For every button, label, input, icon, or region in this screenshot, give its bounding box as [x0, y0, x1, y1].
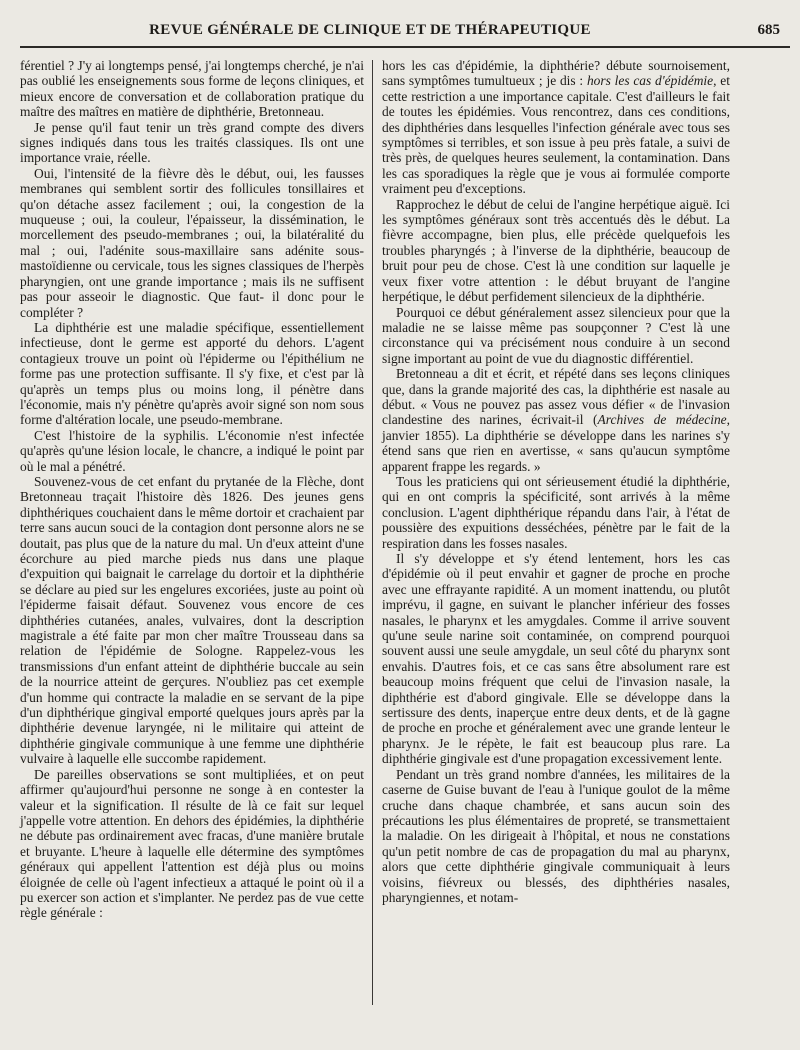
paragraph: Souvenez-vous de cet enfant du prytanée de la Flèche, dont Bretonneau traçait l'histoire dès 1826. Des jeunes gens diphthériques couchaient dans le même dortoir et crachaient par terre sans aucun souci de la contagion dont personne alors ne se doutait, pas plus que de la nature du mal. Un d'eux atteint d'une écorchure au pied marche pieds nus dans une plaque d'expuition qui baignait le carrelage du dortoir et la diphthérie se déclare au pied sur les engelures excoriées, juste au point où l'épiderme faisait défaut. Souvenez vous encore de ces diphthéries cutanées, anales, vulvaires, dont la description magistrale a été faite par mon cher maître Trousseau dans sa relation de l'épidémie de Sologne. Rappelez-vous les transmissions d'un enfant atteint de diphthérie buccale au sein de la nourrice atteint de gerçures. N'oubliez pas cet exemple d'un homme qui contracte la maladie en se servant de la pipe d'un diphthérique gingival emporté quelques jours après par la diphthérie devenue laryngée, ni le militaire qui atteint de diphthérie gingivale communique à une femme une diphthérie vulvaire à laquelle elle succombe rapidement. — [20, 473, 365, 767]
paragraph: La diphthérie est une maladie spécifique, essentiellement infectieuse, dont le germe est apporté du dehors. L'agent contagieux trouve un point où l'épiderme ou l'épithélium ne forme pas une protection suffisante. Il s'y fixe, et c'est par là qu'après un temps plus ou moins long, il pénètre dans l'économie, mais n'y pénètre qu'après avoir signé son nom sous forme d'altération locale, une pseudo-membrane. — [20, 319, 364, 428]
paragraph: Oui, l'intensité de la fièvre dès le début, oui, les fausses membranes qui semblent sortir des follicules tonsillaires et qu'on détache assez facilement ; oui, la congestion de la muqueuse ; oui, la couleur, l'épaisseur, la dissémination, le morcellement des pseudo-membranes ; oui, la bilatéralité du mal ; oui, l'adénite sous-maxillaire sans adénite sous-mastoïdienne ou cervicale, tous les signes classiques de l'herpès pharyngien, ont une grande importance ; mais ils ne suffisent pas pour asseoir le diagnostic. Que faut- il donc pour le compléter ? — [20, 165, 364, 320]
paragraph: De pareilles observations se sont multipliées, et on peut affirmer qu'aujourd'hui personne ne songe à en contester la valeur et la signification. Il résulte de là ce fait sur lequel j'appelle votre attention. En dehors des épidémies, la diphthérie ne débute pas ordinairement avec fracas, d'une manière brutale et bruyante. L'heure à laquelle elle détermine des symptômes généraux qui appellent l'attention est déjà plus ou moins éloignée de celle où l'agent infectieux a attaqué le point où il a pu exercer son action et s'implanter. Ne perdez pas de vue cette règle générale : — [20, 766, 364, 921]
paragraph-text: , janvier 1855). La diphthérie se développe dans les narines s'y étend sans que rien en avertisse, « sans qu'aucun symptôme apparent frappe les regards. » — [382, 412, 730, 474]
page-number: 685 — [757, 22, 780, 38]
column-divider — [372, 60, 373, 1005]
left-column — [20, 58, 364, 921]
header-rule — [20, 46, 790, 48]
paragraph: férentiel ? J'y ai longtemps pensé, j'ai longtemps cherché, je n'ai pas oublié les enseignements sous forme de leçons cliniques, et mieux encore de conversation et de collaboration pratique du maître des maîtres en matière de diphthérie, Bretonneau. — [20, 58, 364, 120]
paragraph — [382, 366, 730, 474]
paragraph: Pourquoi ce début généralement assez silencieux pour que la maladie ne se laisse même pas soupçonner ? C'est là une circonstance qui va précisément nous conduire à un second signe important au point de vue du diagnostic différentiel. — [382, 304, 730, 366]
page-header — [20, 22, 780, 44]
paragraph: Pendant un très grand nombre d'années, les militaires de la caserne de Guise buvant de l'eau à l'unique goulot de la même cruche dans chaque chambrée, et sans aucun soin des précautions les plus élémentaires de propreté, se transmettaient la maladie. On les dirigeait à l'hôpital, et nous ne constations qu'un petit nombre de cas de propagation du mal au pharynx, alors que cette diphthérie gingivale communiquait à leurs voisins, fiévreux ou blessés, des diphthéries nasales, pharyngiennes, et notam- — [382, 766, 730, 905]
paragraph — [382, 58, 730, 197]
running-title: REVUE GÉNÉRALE DE CLINIQUE ET DE THÉRAPEUTIQUE — [149, 22, 591, 38]
italic-phrase: hors les cas d'épidémie — [586, 73, 714, 89]
paragraph: Il s'y développe et s'y étend lentement, hors les cas d'épidémie où il peut envahir et gagner de proche en proche avec une effrayante rapidité. A un moment inattendu, ou plutôt imprévu, il gagne, en suivant le plancher inférieur des fosses nasales, le pharynx et les amygdales. Comme il arrive souvent qu'une seule narine soit contaminée, on comprend pourquoi souvent aussi une seule amygdale, un seul côté du pharynx sont envahis. D'autres fois, et ce cas sans être absolument rare est beaucoup moins fréquent que celui de l'invasion nasale, la diphthérie est d'abord gingivale. Elle se développe dans la sertissure des dents, inaperçue entre deux dents, et de là gagne de proche en proche et généralement avec une grande lenteur le pharynx. Je le répète, le fait est beaucoup plus rare. La diphthérie gingivale est d'une propagation excessivement lente. — [382, 551, 730, 767]
paragraph-text: hors les cas d'épidémie, la diphthérie? débute sournoisement, sans symptômes tumultueux ; je dis : — [382, 58, 730, 89]
paragraph: C'est l'histoire de la syphilis. L'économie n'est infectée qu'après qu'une lésion locale, le chancre, a indiqué le point par où le mal a pénétré. — [20, 427, 364, 474]
paragraph: Rapprochez le début de celui de l'angine herpétique aiguë. Ici les symptômes généraux sont très accentués dès le début. La fièvre accompagne, bien plus, elle précède quelquefois les troubles pharyngés ; à l'inverse de la diphthérie, beaucoup de bruit pour peu de chose. C'est là une condition sur laquelle je veux fixer votre attention : le début bruyant de l'angine herpétique, le début perfidement silencieux de la diphthérie. — [382, 196, 730, 305]
paragraph-text: Bretonneau a dit et écrit, et répété dans ses leçons cliniques que, dans la grande majorité des cas, la diphthérie est nasale au début. « Vous ne pouvez pas assez vous défier « de l'invasion clandestine des narines, écrivait-il ( — [382, 366, 730, 428]
journal-title: Archives de médecine — [597, 412, 727, 428]
right-column — [382, 58, 730, 905]
paragraph-text: , et cette restriction a une importance capitale. C'est d'ailleurs le fait de toutes les épidémies. Vous rencontrez, dans ces conditions, des diphthéries dans lesquelles l'infection générale avec tous ses symptômes si terribles, et son issue à peu près fatale, a suivi de très près, de quelques heures seulement, la contamination. Dans les cas sporadiques la règle que je vous ai formulée comporte vraiment peu d'exceptions. — [382, 73, 730, 197]
paragraph: Je pense qu'il faut tenir un très grand compte des divers signes indiqués dans tous les traités classiques. Ils ont une importance vraie, réelle. — [20, 119, 364, 166]
paragraph: Tous les praticiens qui ont sérieusement étudié la diphthérie, qui en ont compris la spécificité, sont arrivés à la même conclusion. L'agent diphthérique répandu dans l'air, à l'état de poussière des expuitions desséchées, pénètre par le fait de la respiration dans les fosses nasales. — [382, 473, 730, 551]
